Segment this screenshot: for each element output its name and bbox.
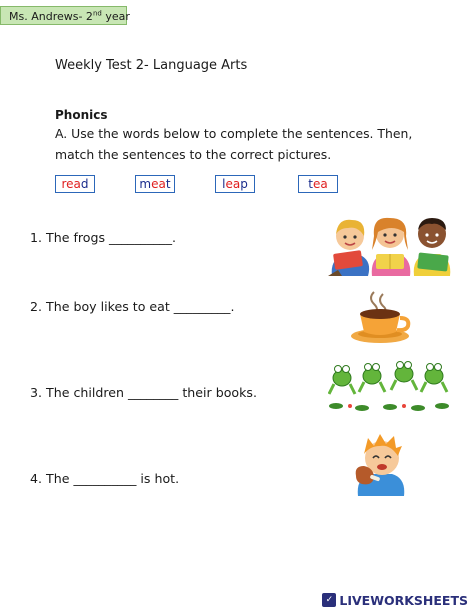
- word-prefix: t: [308, 177, 313, 191]
- word-bank-item-leap: [215, 175, 255, 193]
- leaping-frogs-picture[interactable]: [328, 356, 450, 412]
- word-bank-item-tea: [298, 175, 338, 193]
- section-title: Phonics: [55, 108, 108, 122]
- word-prefix: l: [222, 177, 226, 191]
- instructions-line-2: match the sentences to the correct pictures.: [55, 147, 332, 162]
- word-rest: t: [165, 177, 171, 191]
- word-prefix: m: [139, 177, 152, 191]
- liveworksheets-logo: [322, 591, 468, 609]
- word-bank-item-read: [55, 175, 95, 193]
- sentence-2: 2. The boy likes to eat _________.: [30, 299, 235, 314]
- teacher-superscript: nd: [92, 9, 102, 18]
- word-bank-item-meat: [135, 175, 175, 193]
- child-left: [328, 220, 369, 276]
- word-highlight: ea: [312, 177, 328, 191]
- word-highlight: ea: [151, 177, 166, 191]
- children-reading-picture[interactable]: [328, 212, 452, 278]
- tea-cup-picture[interactable]: [350, 290, 412, 344]
- child-middle: [372, 218, 411, 276]
- frog-2: [359, 364, 385, 393]
- page-title: Weekly Test 2- Language Arts: [55, 58, 248, 73]
- word-highlight: ea: [225, 177, 241, 191]
- teacher-name: Ms. Andrews- 2: [9, 10, 93, 23]
- logo-check-icon: ✓: [322, 593, 336, 607]
- teacher-tag: [0, 6, 130, 25]
- frog-3: [391, 362, 417, 391]
- word-rest: p: [240, 177, 248, 191]
- child-right: [414, 218, 451, 276]
- lily-pads: [329, 403, 449, 411]
- sentence-4: 4. The __________ is hot.: [30, 471, 180, 486]
- instructions-line-1: A. Use the words below to complete the sentences. Then,: [55, 126, 413, 141]
- sentence-1: 1. The frogs __________.: [30, 230, 177, 245]
- boy-eating-picture[interactable]: [352, 432, 410, 496]
- teacher-year: year: [101, 10, 130, 23]
- word-rest: d: [80, 177, 89, 191]
- tea: [360, 309, 400, 319]
- frog-4: [421, 364, 447, 393]
- logo-text: LIVEWORKSHEETS: [339, 592, 468, 608]
- frog-1: [329, 366, 355, 395]
- sentence-3: 3. The children ________ their books.: [30, 385, 257, 400]
- word-highlight: rea: [61, 177, 81, 191]
